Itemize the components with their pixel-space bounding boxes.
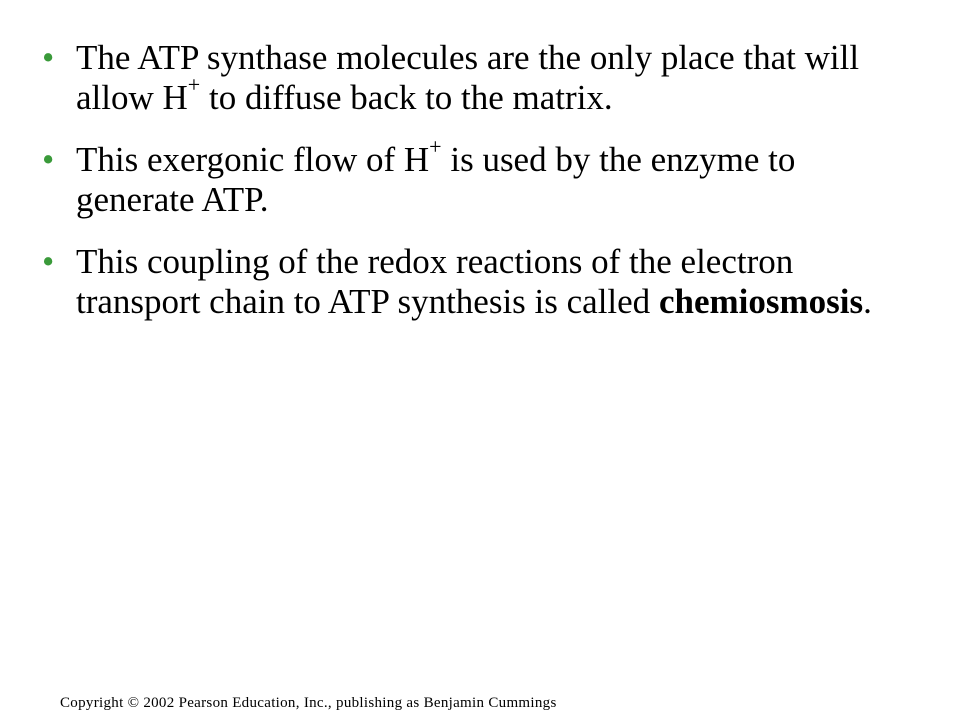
bullet-icon: • [42,140,55,179]
bullet-item-atp-synthase [40,38,920,118]
copyright-notice: Copyright © 2002 Pearson Education, Inc., publishing as Benjamin Cummings [60,695,557,711]
bullet-text-post: is used by the enzyme to generate ATP. [76,140,796,219]
superscript-plus: + [187,72,201,98]
bullet-text-pre: This coupling of the redox reactions of the electron transport chain to ATP synthesis is called [76,242,794,321]
bullet-list [40,38,920,344]
superscript-plus: + [429,134,442,160]
bullet-text-pre: This exergonic flow of H [76,140,430,179]
bullet-text-post: . [863,282,872,321]
term-chemiosmosis: chemiosmosis [658,282,864,321]
bullet-icon: • [42,242,55,281]
bullet-text-pre: The ATP synthase molecules are the only place that will allow H [76,38,860,117]
bullet-text-post: to diffuse back to the matrix. [200,78,613,117]
bullet-icon: • [42,38,55,77]
bullet-item-chemiosmosis [40,242,920,322]
bullet-item-exergonic-flow [40,134,920,220]
